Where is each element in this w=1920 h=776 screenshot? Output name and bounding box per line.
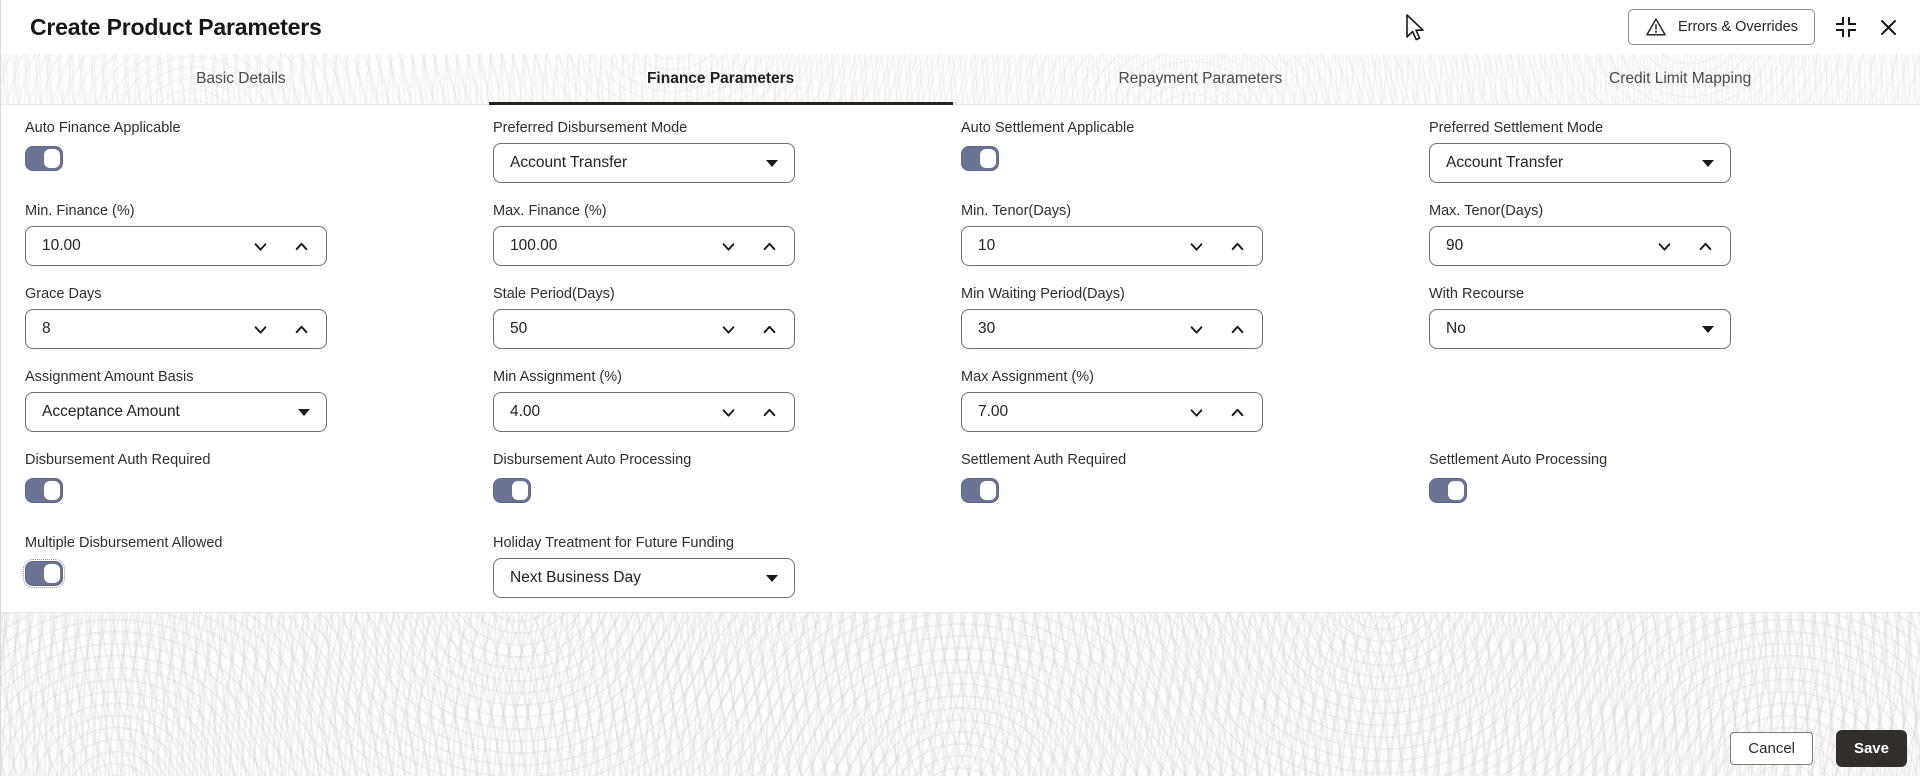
- field-min-tenor-days: [961, 203, 1263, 265]
- increment-chevron-icon[interactable]: [761, 321, 778, 338]
- tab-bar: [1, 54, 1920, 105]
- field-label: Min Assignment (%): [493, 369, 622, 385]
- spinner-value: 10: [978, 237, 996, 254]
- min-waiting-period-days-input[interactable]: [961, 309, 1263, 349]
- auto-finance-applicable-toggle[interactable]: [25, 146, 63, 171]
- field-max-finance: [493, 203, 795, 265]
- toggle-knob: [44, 481, 60, 500]
- field-label: Auto Settlement Applicable: [961, 120, 1135, 136]
- field-min-assignment: [493, 369, 795, 431]
- background-watermark: [1, 613, 1920, 776]
- field-disbursement-auto-processing: [493, 452, 795, 514]
- spinner-value: 50: [510, 320, 528, 337]
- increment-chevron-icon[interactable]: [1229, 404, 1246, 421]
- page-title: Create Product Parameters: [30, 13, 322, 40]
- field-auto-settlement-applicable: [961, 120, 1263, 182]
- field-label: With Recourse: [1429, 286, 1525, 302]
- close-icon: [1879, 18, 1898, 37]
- tab-basic-details[interactable]: [1, 54, 481, 104]
- holiday-treatment-for-future-funding-select[interactable]: [493, 558, 795, 598]
- tab-repayment-parameters[interactable]: [961, 54, 1441, 104]
- tab-label: Basic Details: [196, 70, 286, 87]
- field-label: Min Waiting Period(Days): [961, 286, 1125, 302]
- increment-chevron-icon[interactable]: [1697, 238, 1714, 255]
- field-settlement-auto-processing: [1429, 452, 1731, 514]
- field-label: Preferred Settlement Mode: [1429, 120, 1604, 136]
- dropdown-caret-icon: [298, 409, 310, 416]
- toggle-knob: [980, 149, 996, 168]
- field-label: Preferred Disbursement Mode: [493, 120, 688, 136]
- spinner-value: 4.00: [510, 403, 541, 420]
- field-label: Max Assignment (%): [961, 369, 1094, 385]
- spinner-controls: [720, 238, 778, 255]
- collapse-icon: [1834, 15, 1858, 39]
- spinner-value: 8: [42, 320, 51, 337]
- window-header: [1, 0, 1920, 54]
- spinner-controls: [720, 321, 778, 338]
- field-max-assignment: [961, 369, 1263, 431]
- tab-finance-parameters[interactable]: [481, 54, 961, 104]
- field-label: Grace Days: [25, 286, 102, 302]
- settlement-auth-required-toggle[interactable]: [961, 478, 999, 503]
- field-max-tenor-days: [1429, 203, 1731, 265]
- dropdown-caret-icon: [1702, 160, 1714, 167]
- min-assignment-input[interactable]: [493, 392, 795, 432]
- tab-credit-limit-mapping[interactable]: [1440, 54, 1920, 104]
- field-grace-days: [25, 286, 327, 348]
- increment-chevron-icon[interactable]: [1229, 321, 1246, 338]
- disbursement-auth-required-toggle[interactable]: [25, 478, 63, 503]
- spinner-value: 30: [978, 320, 996, 337]
- spinner-controls: [1188, 404, 1246, 421]
- tab-label: Credit Limit Mapping: [1609, 70, 1752, 87]
- decrement-chevron-icon[interactable]: [1188, 321, 1205, 338]
- field-label: Settlement Auth Required: [961, 452, 1127, 468]
- disbursement-auto-processing-toggle[interactable]: [493, 478, 531, 503]
- field-label: Assignment Amount Basis: [25, 369, 194, 385]
- spinner-controls: [252, 238, 310, 255]
- spinner-controls: [1188, 321, 1246, 338]
- header-actions: [1628, 9, 1900, 45]
- errors-overrides-label: Errors & Overrides: [1677, 19, 1798, 35]
- decrement-chevron-icon[interactable]: [252, 238, 269, 255]
- decrement-chevron-icon[interactable]: [252, 321, 269, 338]
- spinner-controls: [720, 404, 778, 421]
- toggle-knob: [980, 481, 996, 500]
- increment-chevron-icon[interactable]: [293, 321, 310, 338]
- toggle-knob: [1448, 481, 1464, 500]
- form-grid: [25, 120, 1920, 597]
- finance-parameters-form: [1, 105, 1920, 613]
- warning-icon: [1645, 17, 1667, 37]
- field-holiday-treatment-for-future-funding: [493, 535, 795, 597]
- with-recourse-select[interactable]: [1429, 309, 1731, 349]
- preferred-settlement-mode-select[interactable]: [1429, 143, 1731, 183]
- spinner-controls: [1656, 238, 1714, 255]
- decrement-chevron-icon[interactable]: [720, 238, 737, 255]
- max-assignment-input[interactable]: [961, 392, 1263, 432]
- min-tenor-days-input[interactable]: [961, 226, 1263, 266]
- dropdown-caret-icon: [766, 575, 778, 582]
- tab-label: Repayment Parameters: [1118, 70, 1283, 87]
- field-label: Auto Finance Applicable: [25, 120, 181, 136]
- max-finance-input[interactable]: [493, 226, 795, 266]
- close-button[interactable]: [1877, 16, 1900, 39]
- stale-period-days-input[interactable]: [493, 309, 795, 349]
- select-value: No: [1446, 320, 1466, 337]
- field-label: Stale Period(Days): [493, 286, 615, 302]
- field-with-recourse: [1429, 286, 1731, 348]
- field-disbursement-auth-required: [25, 452, 327, 514]
- select-value: Account Transfer: [510, 154, 628, 171]
- decrement-chevron-icon[interactable]: [720, 321, 737, 338]
- field-settlement-auth-required: [961, 452, 1263, 514]
- increment-chevron-icon[interactable]: [293, 238, 310, 255]
- select-value: Account Transfer: [1446, 154, 1564, 171]
- spinner-value: 100.00: [510, 237, 558, 254]
- increment-chevron-icon[interactable]: [761, 404, 778, 421]
- field-preferred-settlement-mode: [1429, 120, 1731, 182]
- tab-label: Finance Parameters: [646, 70, 795, 87]
- toggle-knob: [44, 149, 60, 168]
- min-finance-input[interactable]: [25, 226, 327, 266]
- collapse-window-button[interactable]: [1832, 13, 1860, 41]
- field-label: Max. Finance (%): [493, 203, 607, 219]
- field-preferred-disbursement-mode: [493, 120, 795, 182]
- toggle-knob: [512, 481, 528, 500]
- select-value: Next Business Day: [510, 569, 641, 586]
- cancel-button[interactable]: Cancel: [1730, 732, 1813, 765]
- field-stale-period-days: [493, 286, 795, 348]
- multiple-disbursement-allowed-toggle[interactable]: [25, 561, 63, 586]
- toggle-knob: [44, 564, 60, 583]
- field-multiple-disbursement-allowed: [25, 535, 327, 597]
- spinner-value: 7.00: [978, 403, 1009, 420]
- field-label: Multiple Disbursement Allowed: [25, 535, 223, 551]
- spinner-controls: [1188, 238, 1246, 255]
- decrement-chevron-icon[interactable]: [1188, 238, 1205, 255]
- field-label: Settlement Auto Processing: [1429, 452, 1608, 468]
- field-label: Holiday Treatment for Future Funding: [493, 535, 734, 551]
- increment-chevron-icon[interactable]: [761, 238, 778, 255]
- field-min-waiting-period-days: [961, 286, 1263, 348]
- assignment-amount-basis-select[interactable]: [25, 392, 327, 432]
- grace-days-input[interactable]: [25, 309, 327, 349]
- preferred-disbursement-mode-select[interactable]: [493, 143, 795, 183]
- field-min-finance: [25, 203, 327, 265]
- save-button[interactable]: Save: [1836, 730, 1907, 767]
- spinner-value: 90: [1446, 237, 1464, 254]
- dropdown-caret-icon: [1702, 326, 1714, 333]
- field-label: Max. Tenor(Days): [1429, 203, 1544, 219]
- field-auto-finance-applicable: [25, 120, 327, 182]
- decrement-chevron-icon[interactable]: [1188, 404, 1205, 421]
- decrement-chevron-icon[interactable]: [720, 404, 737, 421]
- field-label: Min. Finance (%): [25, 203, 135, 219]
- field-label: Disbursement Auto Processing: [493, 452, 692, 468]
- spinner-value: 10.00: [42, 237, 81, 254]
- settlement-auto-processing-toggle[interactable]: [1429, 478, 1467, 503]
- dropdown-caret-icon: [766, 160, 778, 167]
- decrement-chevron-icon[interactable]: [1656, 238, 1673, 255]
- max-tenor-days-input[interactable]: [1429, 226, 1731, 266]
- select-value: Acceptance Amount: [42, 403, 180, 420]
- auto-settlement-applicable-toggle[interactable]: [961, 146, 999, 171]
- field-label: Disbursement Auth Required: [25, 452, 211, 468]
- errors-overrides-button[interactable]: [1628, 9, 1815, 45]
- field-assignment-amount-basis: [25, 369, 327, 431]
- increment-chevron-icon[interactable]: [1229, 238, 1246, 255]
- spinner-controls: [252, 321, 310, 338]
- field-label: Min. Tenor(Days): [961, 203, 1072, 219]
